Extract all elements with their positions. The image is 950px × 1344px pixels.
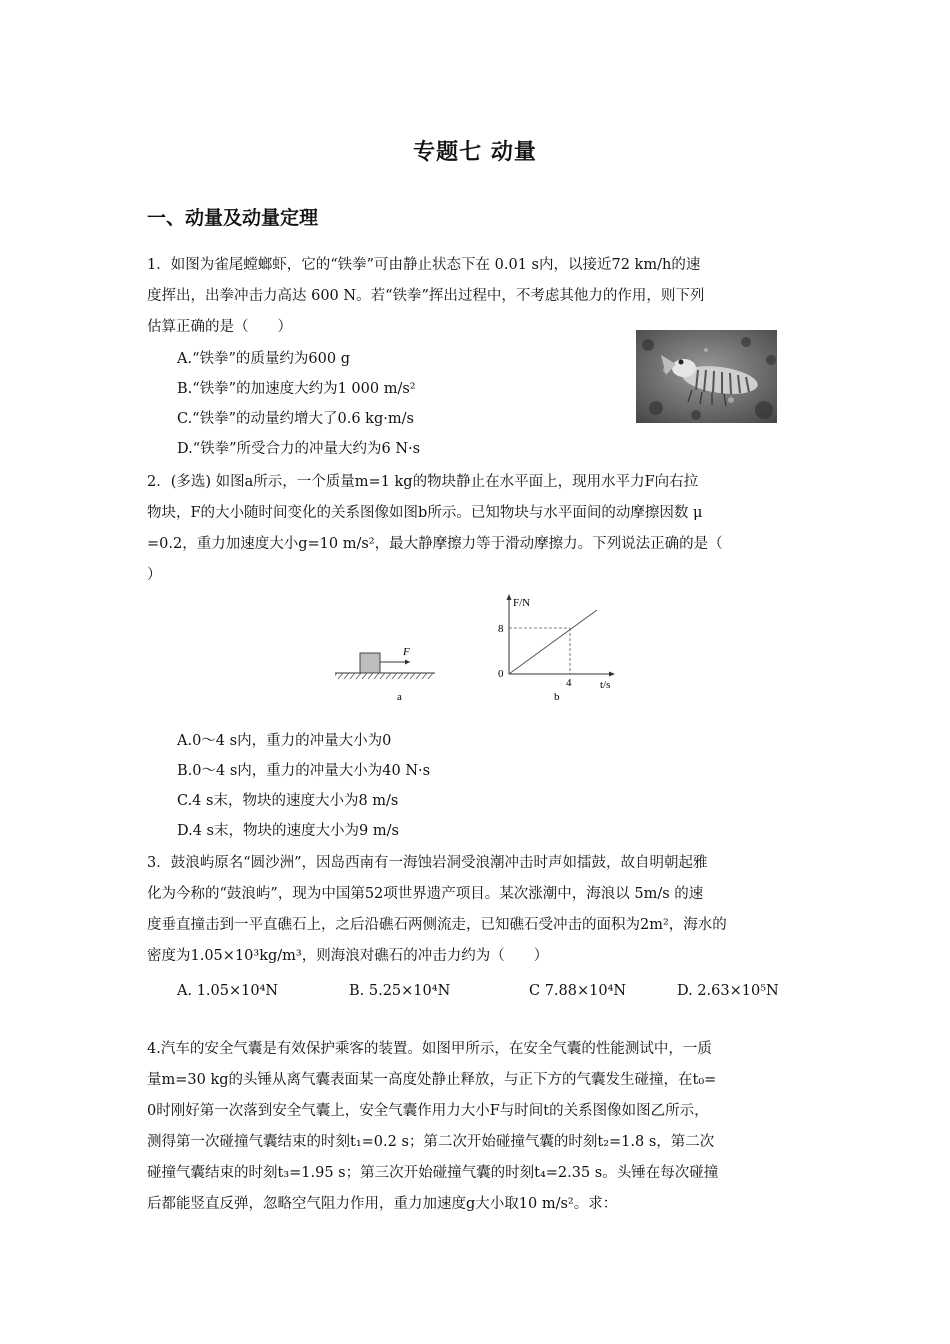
q2-option-c: C.4 s末，物块的速度大小为8 m/s: [177, 793, 399, 809]
q1-option-d: D.“铁拳”所受合力的冲量大约为6 N·s: [177, 441, 421, 457]
q4-line: 测得第一次碰撞气囊结束的时刻t₁=0.2 s；第二次开始碰撞气囊的时刻t₂=1.8 s，第二次: [147, 1134, 715, 1150]
q2-option-d: D.4 s末，物块的速度大小为9 m/s: [177, 823, 399, 839]
q2-option-a: A.0～4 s内，重力的冲量大小为0: [177, 733, 392, 749]
q3-option-b: B. 5.25×10⁴N: [349, 983, 451, 999]
page-title: 专题七 动量: [413, 140, 537, 165]
q2-line: 2．(多选) 如图a所示，一个质量m=1 kg的物块静止在水平面上，现用水平力F向右拉: [147, 474, 699, 490]
force-label: F: [403, 646, 410, 658]
q3-option-d: D. 2.63×10⁵N: [677, 983, 779, 999]
question-3-options: [177, 976, 779, 1006]
q1-line: 1．如图为雀尾螳螂虾，它的“铁拳”可由静止状态下在 0.01 s内，以接近72 km/h的速: [147, 257, 701, 273]
mantis-shrimp-photo-icon: [636, 330, 777, 423]
q2-line: =0.2，重力加速度大小g=10 m/s²，最大静摩擦力等于滑动摩擦力。下列说法正确的是（: [147, 536, 723, 552]
x-axis-label: t/s: [600, 679, 611, 691]
figure-a-block-diagram: [335, 640, 435, 705]
figure-a-caption: a: [397, 691, 402, 703]
origin-label: 0: [498, 668, 504, 680]
q2-line: 物块，F的大小随时间变化的关系图像如图b所示。已知物块与水平面间的动摩擦因数 μ: [147, 505, 703, 521]
question-4-stem: [147, 1034, 807, 1220]
q1-option-b: B.“铁拳”的加速度大约为1 000 m/s²: [177, 381, 416, 397]
figure-b-caption: b: [554, 691, 560, 702]
q1-line: 估算正确的是（ ）: [147, 319, 292, 335]
q4-line: 后都能竖直反弹，忽略空气阻力作用，重力加速度g大小取10 m/s²。求：: [147, 1196, 618, 1212]
question-2-stem: [147, 467, 807, 591]
question-1-options: [177, 344, 420, 464]
q1-option-a: A.“铁拳”的质量约为600 g: [177, 351, 350, 367]
q4-line: 量m=30 kg的头锤从离气囊表面某一高度处静止释放，与正下方的气囊发生碰撞，在t₀=: [147, 1072, 717, 1088]
q2-option-b: B.0～4 s内，重力的冲量大小为40 N·s: [177, 763, 431, 779]
question-3-stem: [147, 848, 807, 972]
q3-line: 3．鼓浪屿原名“圆沙洲”，因岛西南有一海蚀岩洞受浪潮冲击时声如擂鼓，故自明朝起雅: [147, 855, 708, 871]
q2-line: ）: [147, 567, 162, 583]
q3-line: 密度为1.05×10³kg/m³，则海浪对礁石的冲击力约为（ ）: [147, 948, 549, 964]
q4-line: 4.汽车的安全气囊是有效保护乘客的装置。如图甲所示，在安全气囊的性能测试中，一质: [147, 1041, 712, 1057]
y-tick-label: 8: [498, 623, 504, 635]
q3-line: 度垂直撞击到一平直礁石上，之后沿礁石两侧流走，已知礁石受冲击的面积为2m²，海水的: [147, 917, 727, 933]
q4-line: 0时刚好第一次落到安全气囊上，安全气囊作用力大小F与时间t的关系图像如图乙所示，: [147, 1103, 709, 1119]
question-2-options: [177, 726, 430, 846]
y-axis-label: F/N: [513, 597, 531, 609]
q4-line: 碰撞气囊结束的时刻t₃=1.95 s；第三次开始碰撞气囊的时刻t₄=2.35 s。头锤在每次碰撞: [147, 1165, 719, 1181]
q3-line: 化为今称的“鼓浪屿”，现为中国第52项世界遗产项目。某次涨潮中，海浪以 5m/s 的速: [147, 886, 704, 902]
figure-b-force-time-graph: [493, 592, 623, 702]
q3-option-c: C 7.88×10⁴N: [529, 983, 627, 999]
q3-option-a: A. 1.05×10⁴N: [177, 983, 279, 999]
x-tick-label: 4: [566, 677, 572, 689]
q1-line: 度挥出，出拳冲击力高达 600 N。若“铁拳”挥出过程中，不考虑其他力的作用，则下列: [147, 288, 705, 304]
section-heading: 一、动量及动量定理: [147, 207, 319, 229]
q1-option-c: C.“铁拳”的动量约增大了0.6 kg·m/s: [177, 411, 414, 427]
